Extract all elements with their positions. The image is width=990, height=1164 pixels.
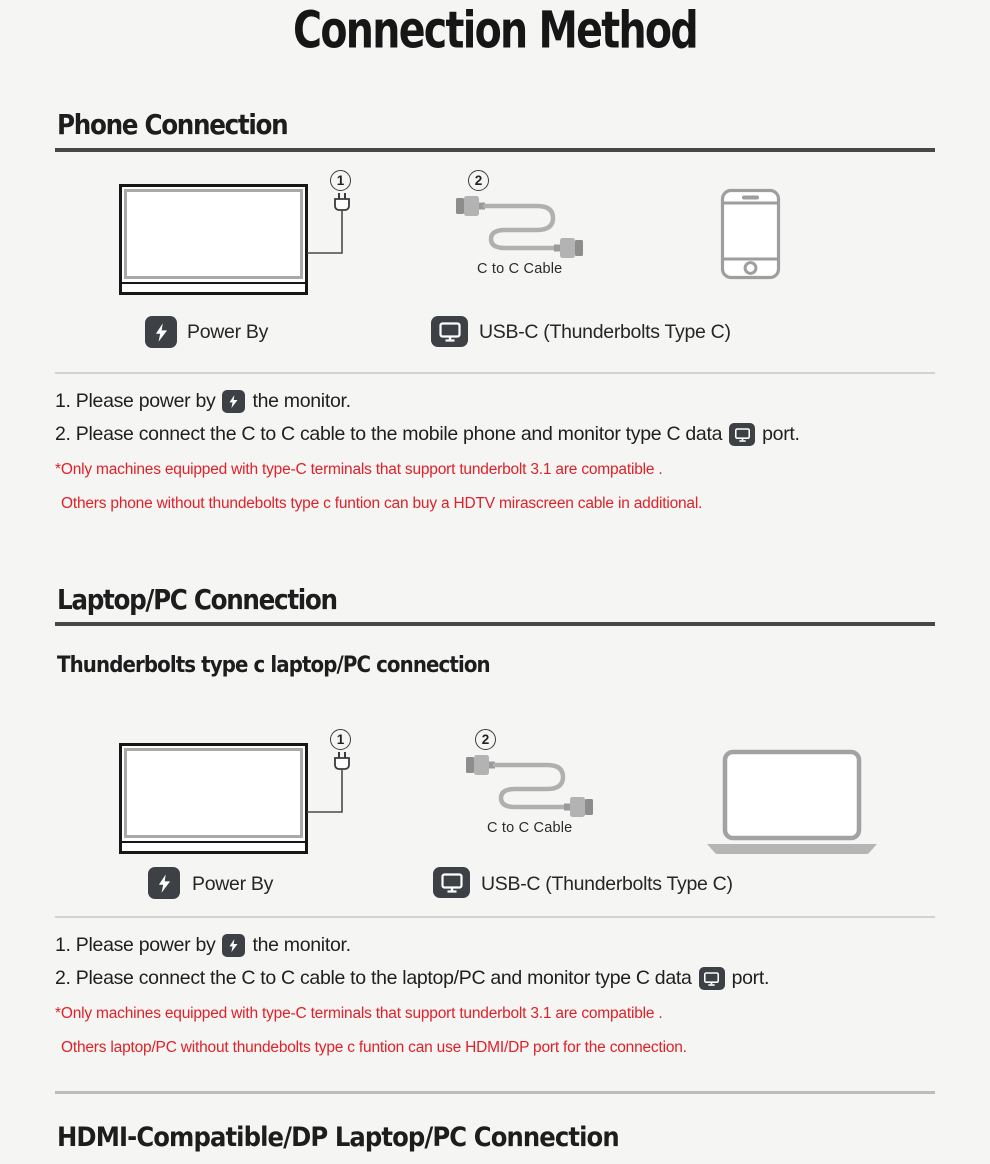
lightning-icon (222, 934, 245, 957)
section-divider (55, 1091, 935, 1094)
instruction-text: 2. Please connect the C to C cable to the mobile phone and monitor type C data (55, 423, 723, 445)
instructions-divider (55, 372, 935, 374)
monitor-icon (699, 967, 725, 990)
instructions-divider (55, 916, 935, 918)
lightning-icon (151, 322, 172, 343)
monitor-bezel (124, 189, 303, 279)
instruction-text: 1. Please power by (55, 934, 216, 956)
usb-c-badge (431, 316, 468, 347)
usb-c-label: USB-C (Thunderbolts Type C) (479, 321, 731, 343)
laptop-instruction-2 (55, 967, 769, 990)
laptop-subsection-heading: Thunderbolts type c laptop/PC connection (57, 653, 490, 678)
monitor-diagram (119, 184, 308, 295)
cable-label: C to C Cable (487, 820, 573, 836)
phone-section-heading: Phone Connection (57, 108, 288, 141)
phone-instruction-1 (55, 390, 351, 413)
instruction-text: port. (731, 967, 770, 989)
instruction-text: 2. Please connect the C to C cable to the laptop/PC and monitor type C data (55, 967, 692, 989)
hdmi-section-heading: HDMI-Compatible/DP Laptop/PC Connection (57, 1122, 619, 1153)
step-1-number: 1 (336, 732, 345, 747)
step-1-number: 1 (336, 173, 345, 188)
step-2-marker (475, 729, 496, 750)
monitor-icon (438, 321, 462, 343)
monitor-diagram (119, 743, 308, 854)
section-divider (55, 148, 935, 152)
instruction-text: the monitor. (252, 390, 351, 412)
laptop-icon (703, 748, 881, 858)
instruction-text: port. (762, 423, 800, 445)
laptop-instruction-1 (55, 934, 351, 957)
phone-note-2: Others phone without thundebolts type c funtion can buy a HDTV mirascreen cable in additional. (61, 495, 703, 512)
section-divider (55, 622, 935, 626)
monitor-stand (122, 841, 305, 851)
power-badge (148, 867, 180, 899)
step-2-number: 2 (474, 173, 483, 188)
plug-icon (300, 751, 360, 821)
power-by-label: Power By (192, 873, 274, 895)
phone-icon (720, 188, 782, 281)
monitor-stand (122, 282, 305, 292)
step-1-marker (330, 729, 351, 750)
monitor-bezel (124, 748, 303, 838)
instruction-text: 1. Please power by (55, 390, 216, 412)
lightning-icon (222, 390, 245, 413)
instruction-text: the monitor. (252, 934, 351, 956)
plug-icon (300, 192, 360, 262)
usb-c-cable-icon (462, 751, 607, 826)
laptop-note-2: Others laptop/PC without thundebolts type c funtion can use HDMI/DP port for the connection. (61, 1039, 687, 1056)
step-1-marker (330, 170, 351, 191)
monitor-icon (440, 872, 464, 894)
step-2-number: 2 (481, 732, 490, 747)
laptop-note-1: *Only machines equipped with type-C terminals that support tunderbolt 3.1 are compatible . (55, 1005, 663, 1022)
cable-label: C to C Cable (477, 261, 563, 277)
lightning-icon (154, 873, 175, 894)
phone-instruction-2 (55, 423, 800, 446)
monitor-icon (729, 423, 755, 446)
usb-c-badge (433, 867, 470, 898)
step-2-marker (468, 170, 489, 191)
page-title: Connection Method (293, 0, 697, 60)
usb-c-label: USB-C (Thunderbolts Type C) (481, 873, 733, 895)
power-by-label: Power By (187, 321, 269, 343)
usb-c-cable-icon (452, 192, 597, 267)
power-badge (145, 316, 177, 348)
laptop-section-heading: Laptop/PC Connection (57, 583, 337, 616)
phone-note-1: *Only machines equipped with type-C terminals that support tunderbolt 3.1 are compatible . (55, 461, 663, 478)
